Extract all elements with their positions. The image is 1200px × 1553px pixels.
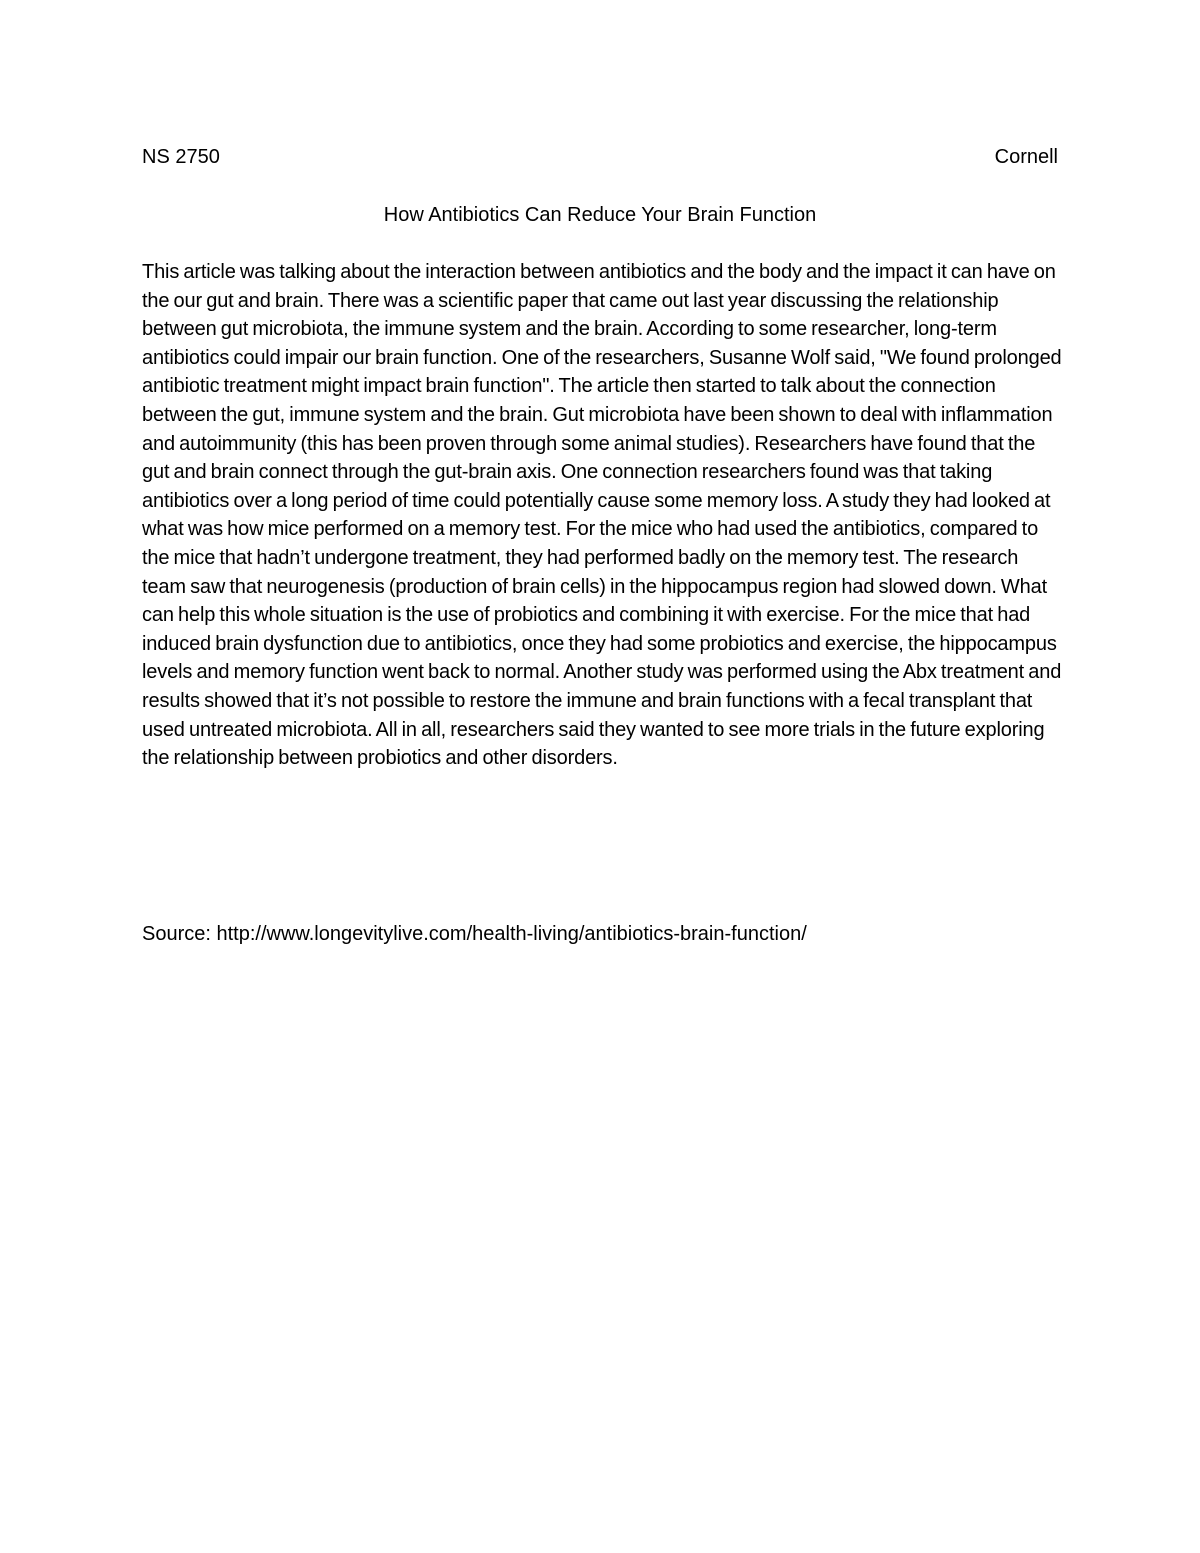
document-title: How Antibiotics Can Reduce Your Brain Function <box>383 204 817 226</box>
document-body: This article was talking about the interaction between antibiotics and the body and the impact it can have on the our gut and brain. There was a scientific paper that came out last year discussing the relationship between gut microbiota, the immune system and the brain. According to some researcher, long-term antibiotics could impair our brain function. One of the researchers, Susanne Wolf said, "We found prolonged antibiotic treatment might impact brain function". The article then started to talk about the connection between the gut, immune system and the brain. Gut microbiota have been shown to deal with inflammation and autoimmunity (this has been proven through some animal studies). Researchers have found that the gut and brain connect through the gut-brain axis. One connection researchers found was that taking antibiotics over a long period of time could potentially cause some memory loss. A study they had looked at what was how mice performed on a memory test. For the mice who had used the antibiotics, compared to the mice that hadn’t undergone treatment, they had performed badly on the memory test. The research team saw that neurogenesis (production of brain cells) in the hippocampus region had slowed down. What can help this whole situation is the use of probiotics and combining it with exercise. For the mice that had induced brain dysfunction due to antibiotics, once they had some probiotics and exercise, the hippocampus levels and memory function went back to normal. Another study was performed using the Abx treatment and results showed that it’s not possible to restore the immune and brain functions with a fecal transplant that used untreated microbiota. All in all, researchers said they wanted to see more trials in the future exploring the relationship between probiotics and other disorders. <box>142 261 1062 770</box>
institution-name: Cornell <box>994 146 1058 168</box>
source-citation: Source: http://www.longevitylive.com/health-living/antibiotics-brain-function/ <box>142 923 807 945</box>
document-header <box>142 143 1058 171</box>
course-code: NS 2750 <box>142 146 220 168</box>
